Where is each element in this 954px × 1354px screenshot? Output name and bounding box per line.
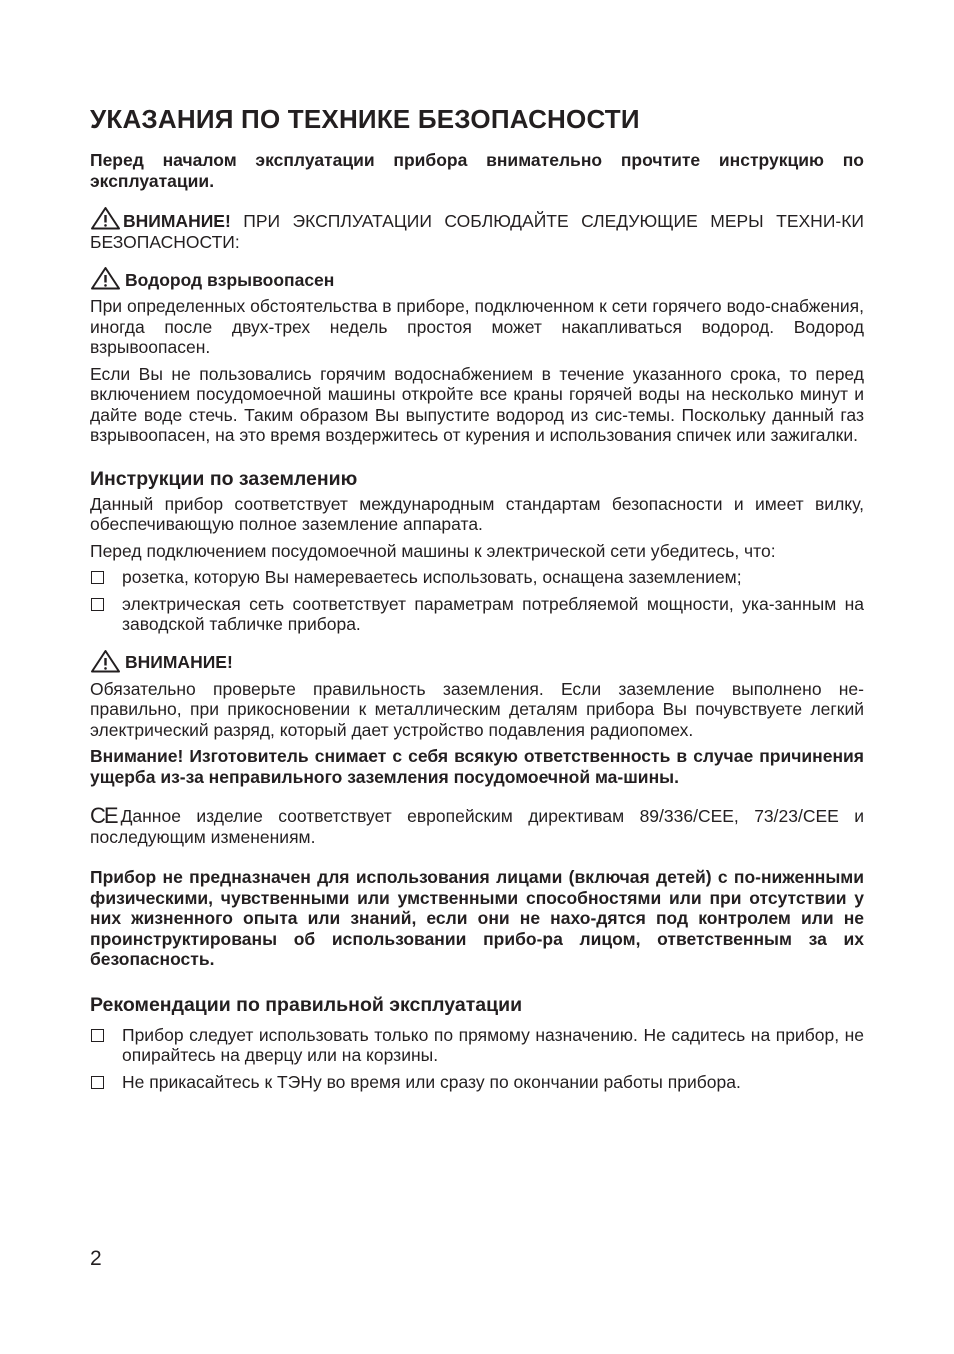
- warning2-heading-row: [90, 649, 864, 673]
- hydrogen-heading: Водород взрывоопасен: [125, 269, 335, 290]
- checkbox-square-icon: [91, 1076, 104, 1089]
- ce-text: Данное изделие соответствует европейским директивам 89/336/CEE, 73/23/CEE и последующим изменениям.: [90, 806, 864, 847]
- grounding-paragraph-1: Данный прибор соответствует международным стандартам безопасности и имеет вилку, обеспечивающую полное заземление аппарата.: [90, 493, 864, 534]
- grounding-checklist: [90, 567, 864, 635]
- list-item: Не прикасайтесь к ТЭНу во время или сразу по окончании работы прибора.: [90, 1072, 864, 1093]
- list-item: электрическая сеть соответствует параметрам потребляемой мощности, ука-занным на заводской табличке прибора.: [90, 594, 864, 635]
- grounding-heading: Инструкции по заземлению: [90, 467, 358, 490]
- warning2-label: ВНИМАНИЕ!: [125, 652, 233, 672]
- warning-text: ПРИ ЭКСПЛУАТАЦИИ СОБЛЮДАЙТЕ СЛЕДУЮЩИЕ МЕРЫ ТЕХНИ-КИ БЕЗОПАСНОСТИ:: [90, 211, 864, 252]
- page-title: УКАЗАНИЯ ПО ТЕХНИКЕ БЕЗОПАСНОСТИ: [90, 104, 640, 134]
- usage-restriction-notice: Прибор не предназначен для использования лицами (включая детей) с по-ниженными физическими, чувственными или умственными способностями или при отсутствии у них жизненного опыта или знаний, если они не нахо-дятся под контролем или не проинструктированы об использовании прибо-ра лицом, ответственным за их безопасность.: [90, 867, 864, 969]
- recommendations-list: [90, 1025, 864, 1093]
- page-number: 2: [90, 1247, 102, 1270]
- hydrogen-paragraph-2: Если Вы не пользовались горячим водоснабжением в течение указанного срока, то перед включением посудомоечной машины откройте все краны горячей воды на несколько минут и дайте воде стечь. Таким образом Вы выпустите водород из сис-темы. Поскольку данный газ взрывоопасен, на это время воздержитесь от курения и использования спичек или зажигалки.: [90, 363, 864, 445]
- grounding-paragraph-2: Перед подключением посудомоечной машины к электрической сети убедитесь, что:: [90, 540, 776, 561]
- hydrogen-paragraph-1: При определенных обстоятельства в приборе, подключенном к сети горячего водо-снабжения, иногда после двух-трех недель простоя может накапливаться водород. Водород взрывоопасен.: [90, 296, 864, 357]
- liability-disclaimer: Внимание! Изготовитель снимает с себя всякую ответственность в случае причинения ущерба из-за неправильного заземления посудомоечной ма-шины.: [90, 746, 864, 787]
- checkbox-square-icon: [91, 1029, 104, 1042]
- list-item: Прибор следует использовать только по прямому назначению. Не садитесь на прибор, не опирайтесь на дверцу или на корзины.: [90, 1025, 864, 1066]
- recommendations-heading: Рекомендации по правильной эксплуатации: [90, 993, 523, 1016]
- hydrogen-heading-row: [90, 266, 864, 290]
- warning-triangle-icon: [90, 266, 121, 290]
- warning-triangle-icon: [90, 206, 121, 230]
- warning2-paragraph: Обязательно проверьте правильность заземления. Если заземление выполнено не-правильно, при прикосновении к металлическим деталям прибора Вы почувствуете легкий электрический разряд, который дает устройство подавления радиопомех.: [90, 678, 864, 740]
- document-page: [90, 100, 864, 1092]
- ce-conformity: [90, 803, 864, 847]
- intro-text: Перед началом эксплуатации прибора внимательно прочтите инструкцию по эксплуатации.: [90, 150, 864, 191]
- checkbox-square-icon: [91, 598, 104, 611]
- warning-triangle-icon: [90, 649, 121, 673]
- checkbox-square-icon: [91, 571, 104, 584]
- list-item: розетка, которую Вы намереваетесь использовать, оснащена заземлением;: [90, 567, 864, 588]
- main-warning: [90, 206, 864, 252]
- warning-label: ВНИМАНИЕ!: [123, 211, 231, 231]
- ce-mark-icon: CE: [90, 803, 117, 828]
